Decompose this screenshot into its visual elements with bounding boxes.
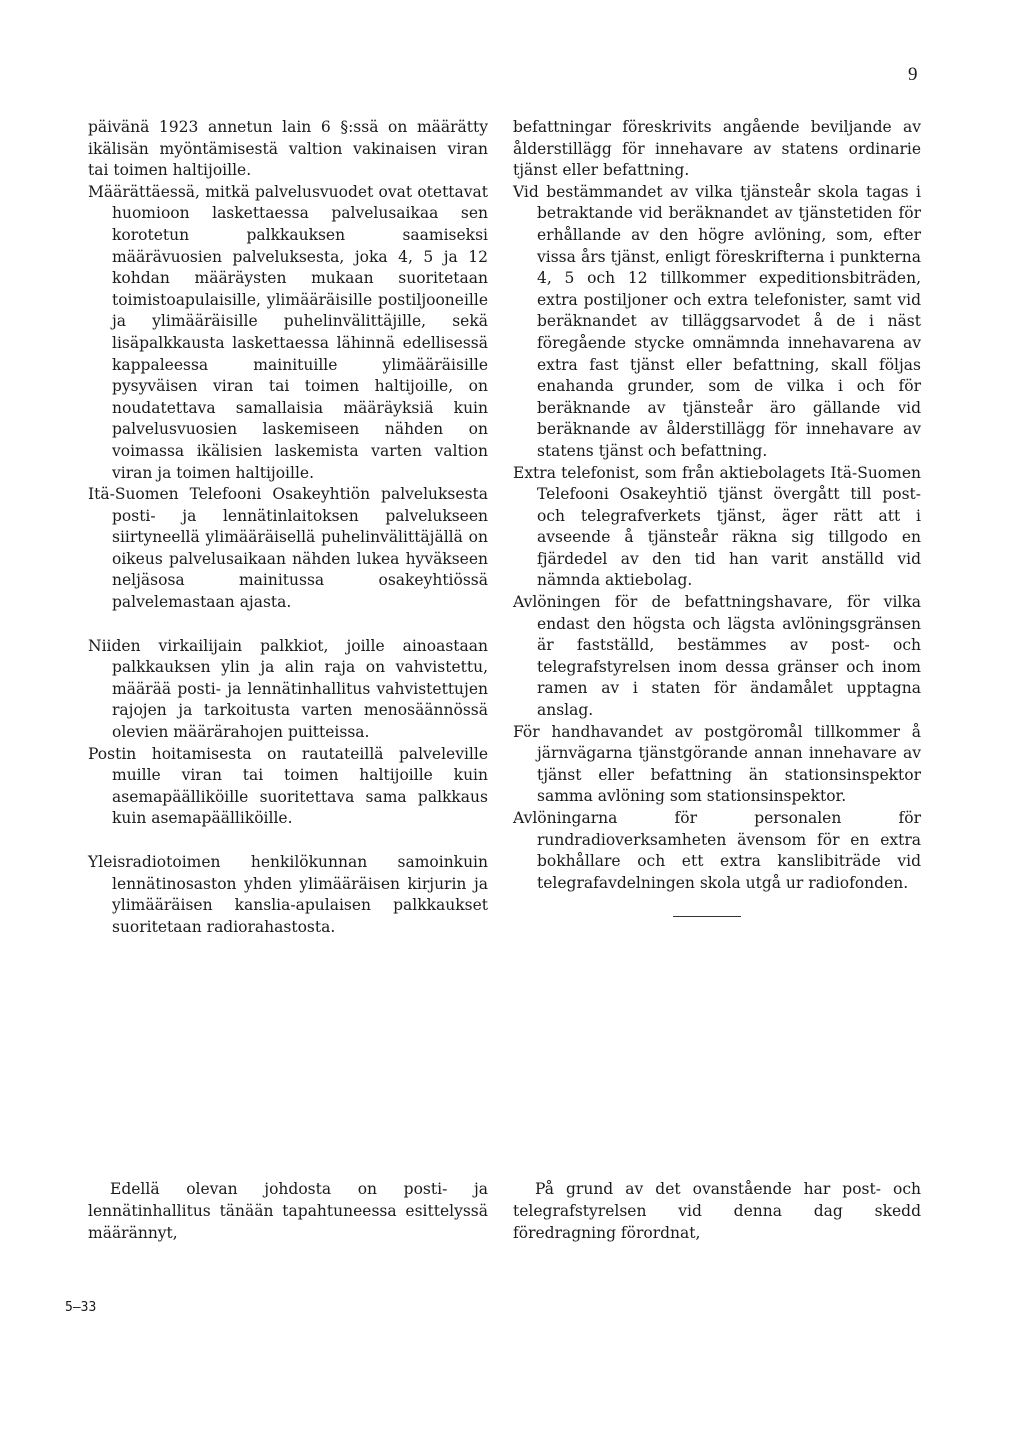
footer-swedish [513,1178,921,1244]
paragraph-sv-2: Vid bestämmandet av vilka tjänsteår skola tagas i betraktande vid beräknandet av tjänstetiden för erhållande av den högre avlöning, som, efter vissa års tjänst, enligt föreskrifterna i punkterna 4, 5 och 12 tillkommer expeditionsbiträden, extra postiljoner och extra telefonister, samt vid beräknandet av tilläggsarvodet å de i näst föregående stycke omnämnda innehavarena av extra fast tjänst eller befattning, skall följas enahanda grunder, som de vilka i och för beräknande av tjänsteår äro gällande vid beräknande av ålderstillägg för innehavare av statens tjänst och befattning. [513,182,921,460]
paragraph-sv-5: För handhavandet av postgöromål tillkommer å järnvägarna tjänstgörande annan innehavare av tjänst eller befattning än stationsinspektor samma avlöning som stationsinspektor. [513,722,921,806]
paragraph-fi-4: Niiden virkailijain palkkiot, joille ainoastaan palkkauksen ylin ja alin raja on vahvistettu, määrää posti- ja lennätinhallitus vahvistettujen rajojen ja tarkoitusta varten menosäännössä olevien määrärahojen puitteissa. [88,636,488,742]
paragraph-sv-4: Avlöningen för de befattningshavare, för vilka endast den högsta och lägsta avlöningsgränsen är fastställd, bestämmes av post- och telegrafstyrelsen inom dessa gränser och inom ramen av i staten för ändamålet upptagna anslag. [513,593,921,720]
sheet-mark: 5—33 [65,1300,97,1315]
footer-sv-text: På grund av det ovanstående har post- och telegrafstyrelsen vid denna dag skedd föredragning förordnat, [513,1180,921,1242]
paragraph-fi-6: Yleisradiotoimen henkilökunnan samoinkuin lennätinosaston yhden ylimääräisen kirjurin ja ylimääräisen kanslia-apulaisen palkkaukset suoritetaan radiorahastosta. [88,853,488,936]
paragraph-fi-1: päivänä 1923 annetun lain 6 §:ssä on määrätty ikälisän myöntämisestä valtion vakinaisen viran tai toimen haltijoille. [88,118,488,180]
footer-fi-text: Edellä olevan johdosta on posti- ja lennätinhallitus tänään tapahtuneessa esittelyssä määrännyt, [88,1180,488,1242]
section-divider [673,916,741,917]
paragraph-sv-3: Extra telefonist, som från aktiebolagets Itä-Suomen Telefooni Osakeyhtiö tjänst övergått till post- och telegrafverkets tjänst, äger rätt att i avseende å tjänsteår räkna sig tillgodo en fjärdedel av den tid han varit anställd vid nämnda aktiebolag. [513,463,921,590]
paragraph-sv-6: Avlöningarna för personalen för rundradioverksamheten ävensom för en extra bokhållare och ett extra kanslibiträde vid telegrafavdelningen skola utgå ur radiofonden. [513,809,921,892]
paragraph-sv-1: befattningar föreskrivits angående beviljande av ålderstillägg för innehavare av statens ordinarie tjänst eller befattning. [513,118,921,180]
page-number: 9 [908,64,918,85]
swedish-column [513,117,921,917]
finnish-column [88,117,488,938]
paragraph-fi-2: Määrättäessä, mitkä palvelusvuodet ovat otettavat huomioon laskettaessa palvelusaikaa sen korotetun palkkauksen saamiseksi määrävuosien palveluksesta, joka 4, 5 ja 12 kohdan määräysten mukaan suoritetaan toimistoapulaisille, ylimääräisille postiljooneille ja ylimääräisille puhelinvälittäjille, sekä lisäpalkkausta laskettaessa lähinnä edellisessä kappaleessa mainituille ylimääräisille pysyväisen viran tai toimen haltijoille, on noudatettava samallaisia määräyksiä kuin palvelusvuosien laskemiseen nähden on voimassa ikälisien laskemista varten valtion viran ja toimen haltijoille. [88,182,488,482]
paragraph-fi-5: Postin hoitamisesta on rautateillä palveleville muille viran tai toimen haltijoille kuin asemapäälliköille suoritettava sama palkkaus kuin asemapäälliköille. [88,744,488,828]
footer-finnish [88,1178,488,1244]
paragraph-fi-3: Itä-Suomen Telefooni Osakeyhtiön palveluksesta posti- ja lennätinlaitoksen palvelukseen siirtyneellä ylimääräisellä puhelinvälittäjällä on oikeus palvelusaikaan nähden lukea hyväkseen neljäsosa mainitussa osakeyhtiössä palvelemastaan ajasta. [88,485,488,612]
